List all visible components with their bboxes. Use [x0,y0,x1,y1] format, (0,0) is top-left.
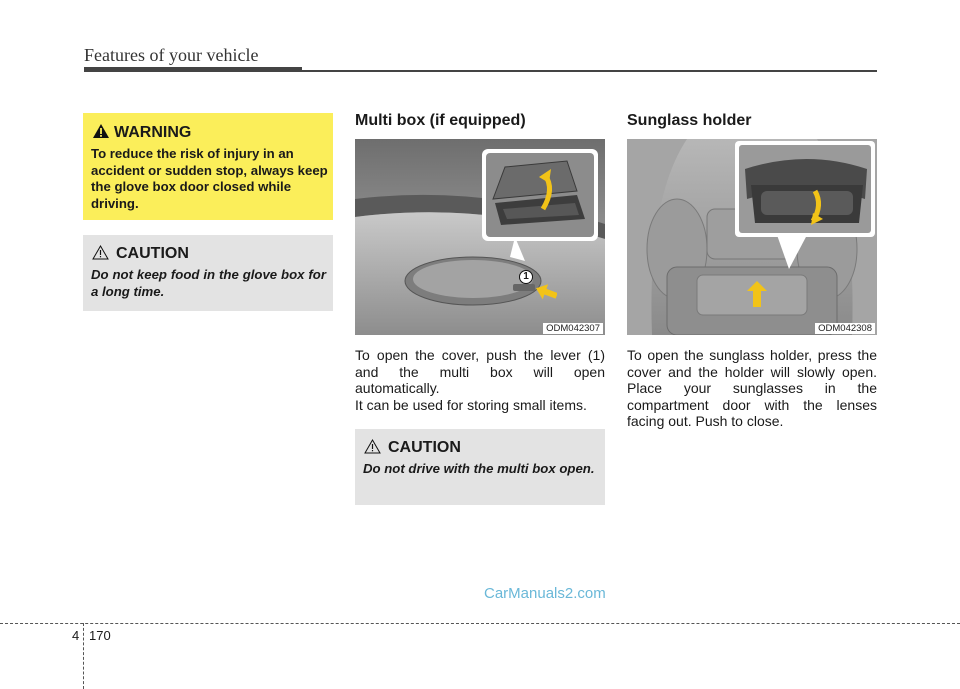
footer-divider [83,623,84,689]
sunglass-holder-illustration [627,139,877,335]
caution-triangle-icon [92,245,109,260]
multi-box-title: Multi box (if equipped) [355,112,526,129]
multi-box-image-code: ODM042307 [543,323,603,334]
caution-title-multi-box: CAUTION [388,439,461,456]
multi-box-paragraph-2: It can be used for storing small items. [355,397,587,413]
sunglass-holder-title: Sunglass holder [627,112,752,129]
header-rule-thin [302,70,877,72]
page-number: 170 [89,628,111,643]
warning-text: To reduce the risk of injury in an accident or sudden stop, always keep the glove box door closed while driving. [91,146,328,211]
page-section-number: 4 [72,628,80,643]
warning-title: WARNING [114,124,192,141]
multi-box-paragraph-1: To open the cover, push the lever (1) and the multi box will open automatically. [355,347,605,397]
header-rule-thick [84,67,302,72]
sunglass-paragraph: To open the sunglass holder, press the cover and the holder will slowly open. Place your sunglasses in the compartment door with the lenses facing out. Push to close. [627,347,877,430]
footer-rule [0,623,960,624]
sunglass-holder-figure [627,139,877,335]
caution-triangle-icon [364,439,381,454]
sunglass-image-code: ODM042308 [815,323,875,334]
callout-number-label: 1 [523,271,529,282]
caution-title-glovebox: CAUTION [116,245,189,262]
watermark-link[interactable]: CarManuals2.com [484,585,606,602]
warning-triangle-icon [92,123,110,139]
push-arrow-icon [535,284,557,302]
multi-box-figure [355,139,605,335]
caution-text-glovebox: Do not keep food in the glove box for a long time. [91,267,326,299]
caution-text-multi-box: Do not drive with the multi box open. [363,461,595,476]
multi-box-illustration [355,139,605,335]
page-header-title: Features of your vehicle [84,45,259,65]
